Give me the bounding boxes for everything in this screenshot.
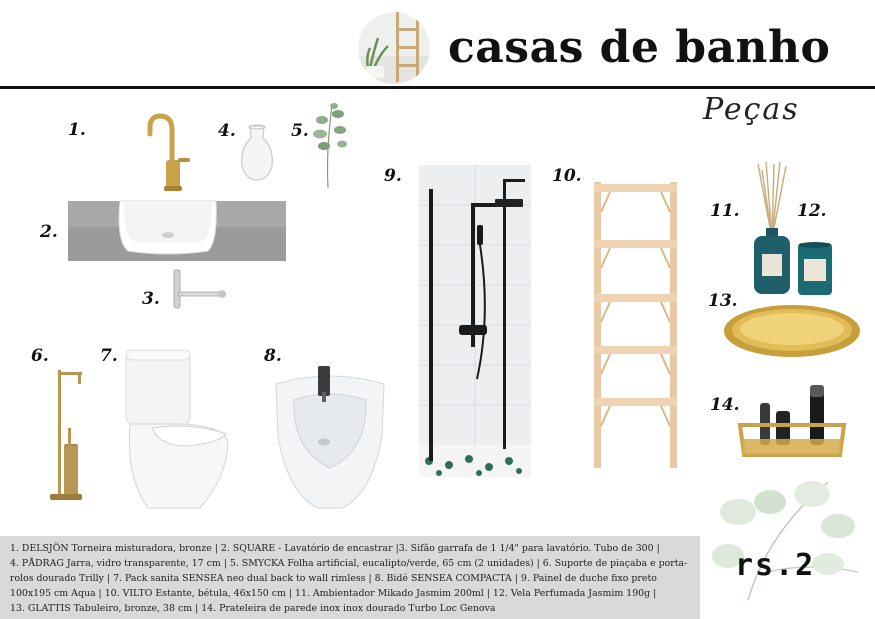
- header-divider: [0, 86, 875, 89]
- glass-vase-image: [238, 124, 276, 184]
- wall-shelf-image: [736, 383, 848, 463]
- scented-candle-image: [796, 241, 836, 297]
- item-number-12: 12.: [797, 201, 827, 221]
- toilet-brush-holder-image: [46, 366, 86, 506]
- item-number-8: 8.: [264, 346, 282, 366]
- description-line: 13. GLATTIS Tabuleiro, bronze, 38 cm | 14. Prateleira de parede inox inox dourado Turbo Loc Genova: [10, 603, 496, 614]
- siphon-image: [168, 270, 228, 310]
- brand-logo: rs.2: [735, 548, 816, 583]
- brass-tray-image: [722, 303, 862, 359]
- reed-diffuser-image: [746, 160, 796, 300]
- item-number-7: 7.: [100, 346, 118, 366]
- item-number-5: 5.: [291, 121, 309, 141]
- item-number-1: 1.: [68, 120, 86, 140]
- item-number-6: 6.: [31, 346, 49, 366]
- item-number-13: 13.: [708, 291, 738, 311]
- description-line: 100x195 cm Aqua | 10. VILTO Estante, bétula, 46x150 cm | 11. Ambientador Mikado Jasmim 200ml | 12. Vela Perfumada Jasmim 190g |: [10, 588, 657, 599]
- item-number-3: 3.: [142, 289, 160, 309]
- toilet-image: [122, 348, 234, 513]
- item-number-10: 10.: [552, 166, 582, 186]
- shower-panel-image: [419, 165, 531, 477]
- item-number-14: 14.: [710, 395, 740, 415]
- description-panel: [0, 536, 700, 619]
- faucet-image: [140, 112, 200, 192]
- page-title: casas de banho: [448, 22, 831, 73]
- item-number-9: 9.: [384, 166, 402, 186]
- description-line: rolos dourado Trilly | 7. Pack sanita SENSEA neo dual back to wall rimless | 8. Bidé SENSEA COMPACTA | 9. Painel de duche fixo preto: [10, 573, 657, 584]
- countertop-sink-image: [68, 201, 286, 261]
- section-subtitle: Peças: [703, 92, 800, 127]
- item-number-4: 4.: [218, 121, 236, 141]
- header-shelf-photo: [358, 8, 430, 80]
- item-number-11: 11.: [710, 201, 740, 221]
- description-line: 1. DELSJÖN Torneira misturadora, bronze | 2. SQUARE - Lavatório de encastrar |3. Sifão garrafa de 1 1/4" para lavatório. Tubo de 300 |: [10, 543, 660, 554]
- item-number-2: 2.: [40, 222, 58, 242]
- bidet-image: [272, 364, 388, 514]
- description-line: 4. PÅDRAG Jarra, vidro transparente, 17 cm | 5. SMYCKA Folha artificial, eucalipto/verde, 65 cm (2 unidades) | 6. Suporte de piaçaba e porta-: [10, 558, 688, 569]
- eucalyptus-image: [306, 100, 356, 190]
- shelving-unit-image: [588, 182, 684, 472]
